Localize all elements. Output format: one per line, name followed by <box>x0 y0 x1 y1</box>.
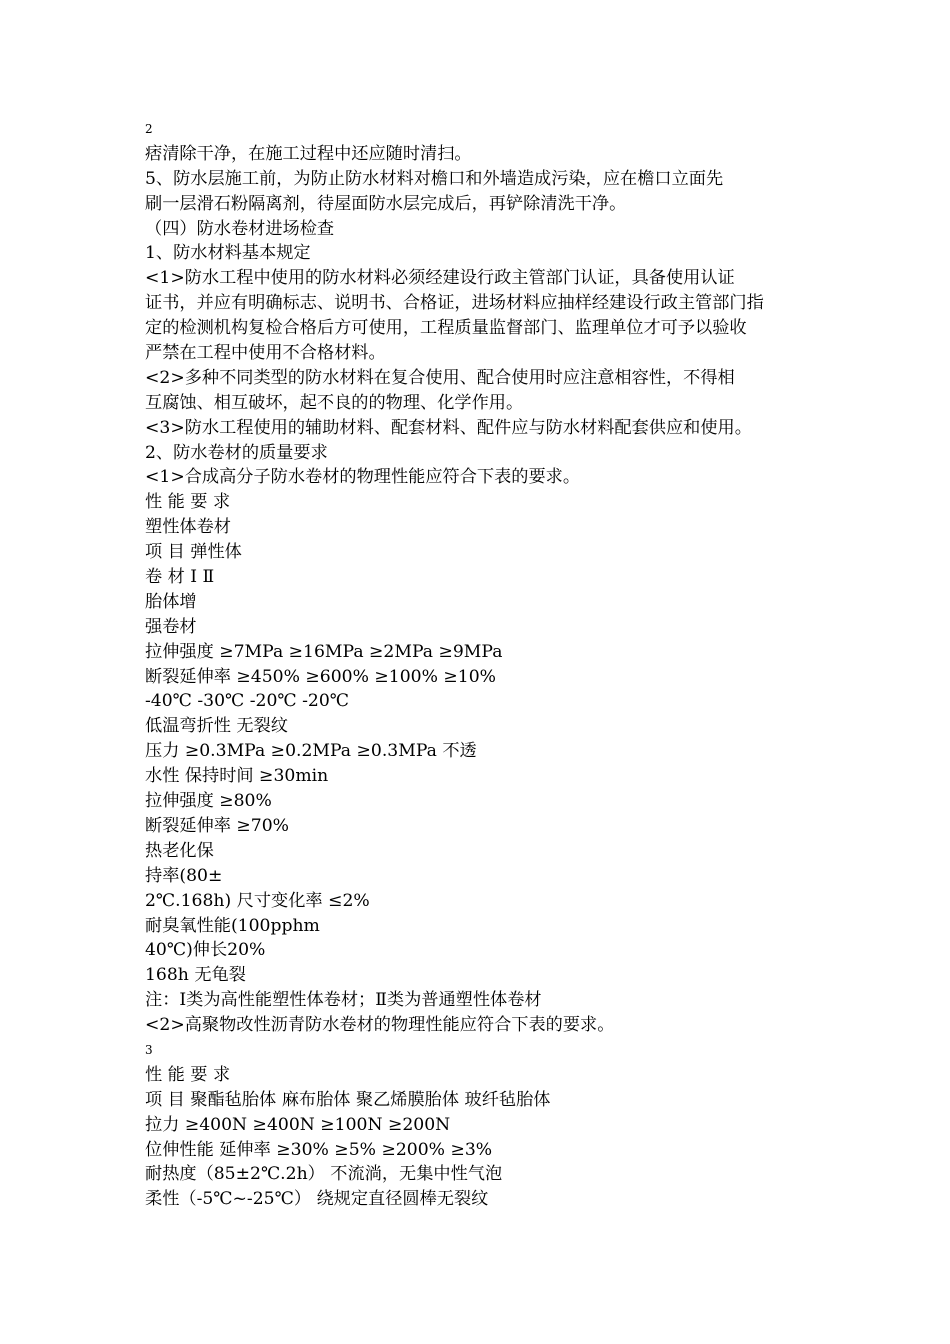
table-text-line: 拉伸强度 ≥7MPa ≥16MPa ≥2MPa ≥9MPa <box>145 641 503 662</box>
subsection-heading: 2、防水卷材的质量要求 <box>145 442 328 463</box>
text-line: 5、防水层施工前，为防止防水材料对檐口和外墙造成污染，应在檐口立面先 <box>145 168 724 189</box>
table-text-line: 项 目 聚酯毡胎体 麻布胎体 聚乙烯膜胎体 玻纤毡胎体 <box>145 1089 551 1110</box>
table-text-line: 柔性（-5℃~-25℃） 绕规定直径圆棒无裂纹 <box>145 1189 489 1210</box>
text-line: <1>防水工程中使用的防水材料必须经建设行政主管部门认证，具备使用认证 <box>145 268 735 289</box>
table-text-line: -40℃ -30℃ -20℃ -20℃ <box>145 691 350 712</box>
table-text-line: 性 能 要 求 <box>145 492 231 513</box>
table-text-line: 热老化保 <box>145 840 214 861</box>
page-number: 2 <box>145 122 153 136</box>
text-line: 刷一层滑石粉隔离剂，待屋面防水层完成后，再铲除清洗干净。 <box>145 193 627 214</box>
section-heading: （四）防水卷材进场检查 <box>145 218 335 239</box>
text-line: <2>多种不同类型的防水材料在复合使用、配合使用时应注意相容性，不得相 <box>145 367 735 388</box>
text-line: 定的检测机构复检合格后方可使用，工程质量监督部门、监理单位才可予以验收 <box>145 318 747 339</box>
table-text-line: 位伸性能 延伸率 ≥30% ≥5% ≥200% ≥3% <box>145 1139 493 1160</box>
table-text-line: 断裂延伸率 ≥70% <box>145 815 290 836</box>
text-line: <1>合成高分子防水卷材的物理性能应符合下表的要求。 <box>145 467 581 488</box>
text-line: <3>防水工程使用的辅助材料、配套材料、配件应与防水材料配套供应和使用。 <box>145 417 752 438</box>
table-text-line: 持率(80± <box>145 865 223 886</box>
table-text-line: 断裂延伸率 ≥450% ≥600% ≥100% ≥10% <box>145 666 497 687</box>
subsection-heading: 1、防水材料基本规定 <box>145 243 311 264</box>
table-text-line: 性 能 要 求 <box>145 1064 231 1085</box>
table-text-line: 168h 无龟裂 <box>145 965 246 986</box>
table-text-line: 塑性体卷材 <box>145 517 231 538</box>
table-text-line: 耐臭氧性能(100pphm <box>145 915 320 936</box>
table-note: 注：Ⅰ类为高性能塑性体卷材；Ⅱ类为普通塑性体卷材 <box>145 990 542 1011</box>
page-number: 3 <box>145 1042 153 1057</box>
table-text-line: 2℃.168h) 尺寸变化率 ≤2% <box>145 890 370 911</box>
table-text-line: 项 目 弹性体 <box>145 542 242 563</box>
table-text-line: 拉伸强度 ≥80% <box>145 791 272 812</box>
table-text-line: 胎体增 <box>145 591 197 612</box>
table-text-line: 拉力 ≥400N ≥400N ≥100N ≥200N <box>145 1114 451 1135</box>
text-line: <2>高聚物改性沥青防水卷材的物理性能应符合下表的要求。 <box>145 1015 615 1036</box>
table-text-line: 压力 ≥0.3MPa ≥0.2MPa ≥0.3MPa 不透 <box>145 741 477 762</box>
table-text-line: 耐热度（85±2℃.2h） 不流淌，无集中性气泡 <box>145 1164 503 1185</box>
text-line: 互腐蚀、相互破坏，起不良的的物理、化学作用。 <box>145 392 524 413</box>
table-text-line: 40℃)伸长20% <box>145 940 266 961</box>
table-text-line: 低温弯折性 无裂纹 <box>145 716 288 737</box>
table-text-line: 卷 材 Ⅰ Ⅱ <box>145 567 215 588</box>
table-text-line: 水性 保持时间 ≥30min <box>145 766 329 787</box>
table-text-line: 强卷材 <box>145 616 197 637</box>
text-line: 证书，并应有明确标志、说明书、合格证，进场材料应抽样经建设行政主管部门指 <box>145 293 764 314</box>
text-line: 痞清除干净，在施工过程中还应随时清扫。 <box>145 143 472 164</box>
text-line: 严禁在工程中使用不合格材料。 <box>145 343 386 364</box>
document-body <box>145 117 825 1212</box>
